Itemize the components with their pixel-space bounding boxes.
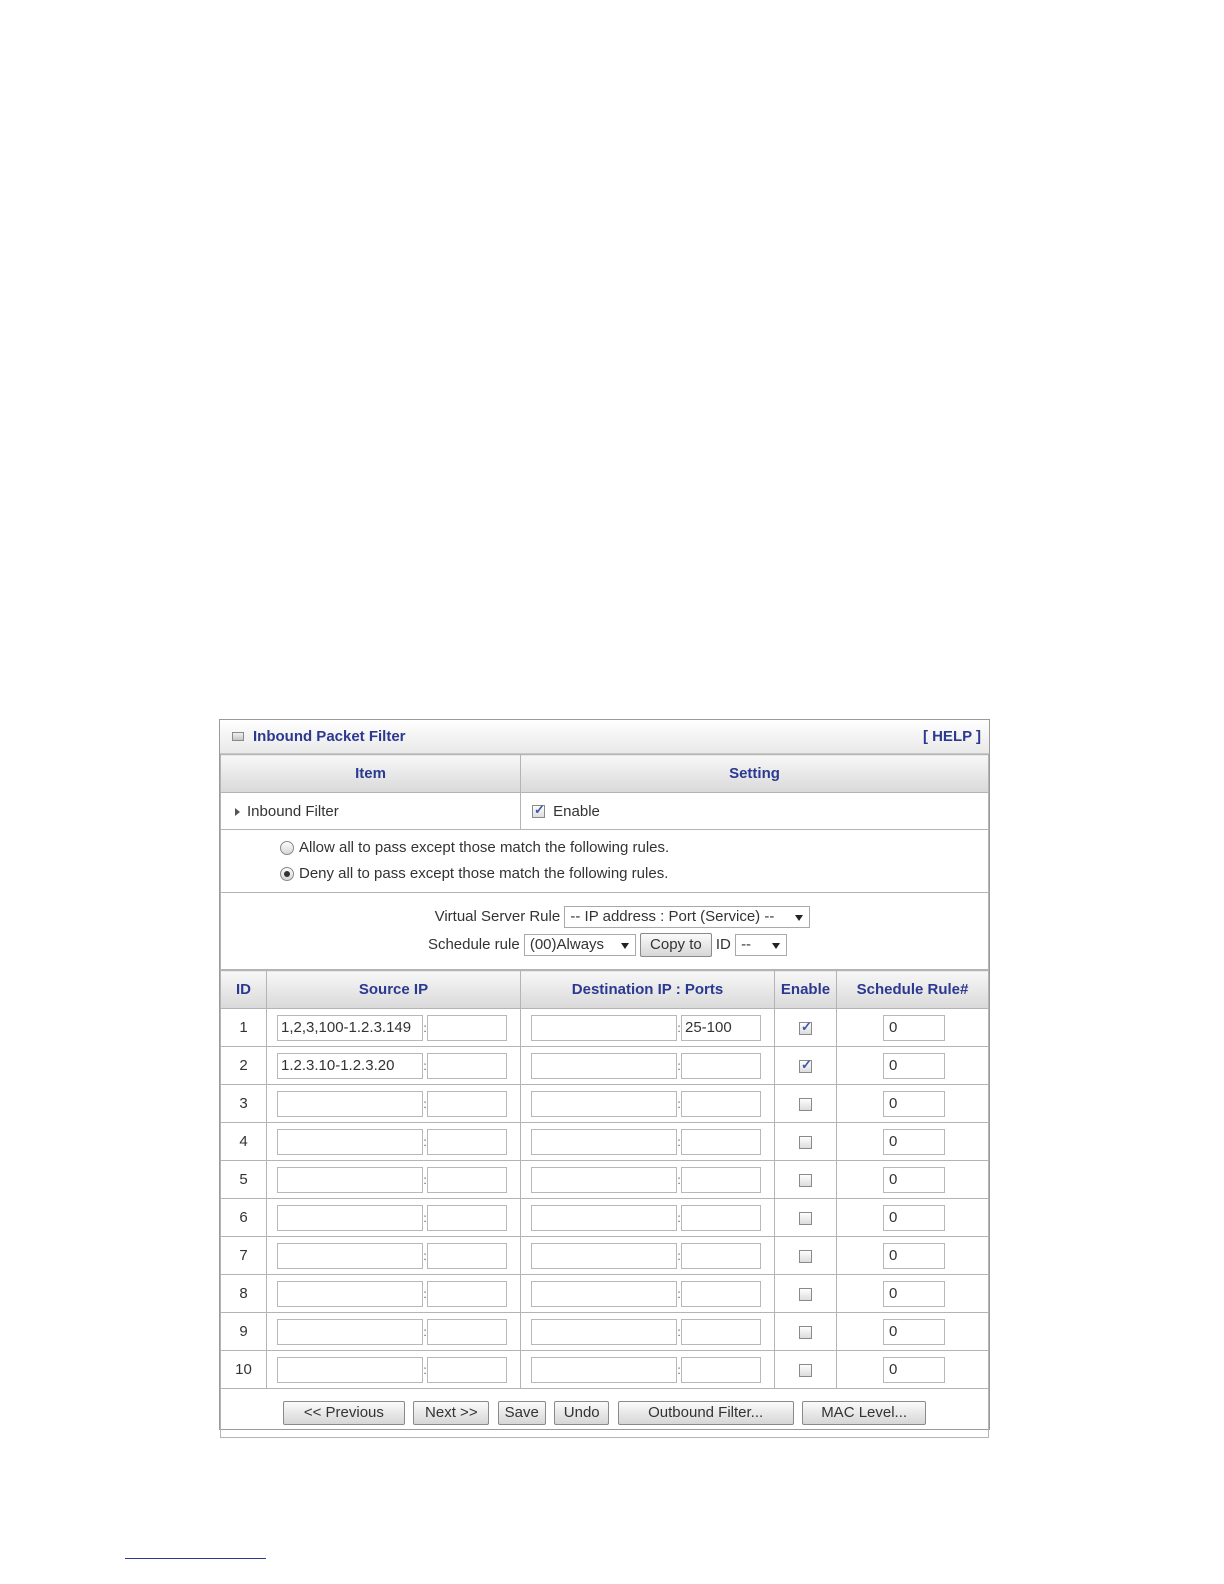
destination-port-input[interactable]: 25-100 xyxy=(681,1015,761,1041)
rule-id: 3 xyxy=(221,1085,267,1123)
source-ip-cell xyxy=(267,1161,521,1199)
rule-row xyxy=(221,1009,989,1047)
schedule-cell xyxy=(837,1313,989,1351)
schedule-cell xyxy=(837,1085,989,1123)
enable-cell xyxy=(775,1085,837,1123)
allow-radio[interactable] xyxy=(280,841,294,855)
triangle-right-icon xyxy=(235,808,240,816)
tools-cell xyxy=(221,893,989,970)
schedule-label: Schedule rule xyxy=(427,936,520,953)
source-ip-cell xyxy=(267,1009,521,1047)
schedule-cell xyxy=(837,1009,989,1047)
rule-id: 8 xyxy=(221,1275,267,1313)
rule-row xyxy=(221,1237,989,1275)
schedule-cell xyxy=(837,1123,989,1161)
inbound-filter-row xyxy=(221,793,989,830)
schedule-rule-input[interactable]: 0 xyxy=(883,1015,945,1041)
colon-separator: : xyxy=(677,1058,681,1073)
colon-separator: : xyxy=(423,1248,427,1263)
enable-cell xyxy=(775,1237,837,1275)
destination-port-input[interactable] xyxy=(681,1281,761,1307)
inbound-filter-enable-checkbox[interactable] xyxy=(532,805,545,818)
source-port-input[interactable] xyxy=(427,1053,507,1079)
rule-row xyxy=(221,1047,989,1085)
policy-cell xyxy=(221,830,989,893)
source-ip-cell xyxy=(267,1085,521,1123)
source-ip-column-header: Source IP xyxy=(267,971,521,1009)
enable-cell xyxy=(775,1009,837,1047)
destination-port-input[interactable] xyxy=(681,1319,761,1345)
destination-port-input[interactable] xyxy=(681,1129,761,1155)
source-port-input[interactable] xyxy=(427,1167,507,1193)
rule-row xyxy=(221,1161,989,1199)
destination-ip-input[interactable] xyxy=(531,1167,677,1193)
destination-ip-input[interactable] xyxy=(531,1053,677,1079)
source-ip-input[interactable] xyxy=(277,1281,423,1307)
source-port-input[interactable] xyxy=(427,1205,507,1231)
setting-column-header: Setting xyxy=(521,755,989,793)
colon-separator: : xyxy=(423,1286,427,1301)
rule-enable-checkbox[interactable] xyxy=(799,1098,812,1111)
next-button[interactable]: Next >> xyxy=(413,1401,489,1425)
destination-cell xyxy=(521,1351,775,1389)
destination-cell xyxy=(521,1313,775,1351)
footer-row xyxy=(221,1389,989,1438)
source-ip-input[interactable] xyxy=(277,1357,423,1383)
rule-row xyxy=(221,1085,989,1123)
virtual-server-line xyxy=(221,903,988,931)
destination-ip-input[interactable] xyxy=(531,1281,677,1307)
colon-separator: : xyxy=(677,1324,681,1339)
enable-cell xyxy=(775,1199,837,1237)
destination-column-header: Destination IP : Ports xyxy=(521,971,775,1009)
schedule-cell xyxy=(837,1275,989,1313)
rule-id: 10 xyxy=(221,1351,267,1389)
colon-separator: : xyxy=(423,1172,427,1187)
deny-option[interactable] xyxy=(221,861,988,887)
rule-enable-checkbox[interactable] xyxy=(799,1136,812,1149)
schedule-rule-input[interactable]: 0 xyxy=(883,1091,945,1117)
id-select[interactable]: -- xyxy=(735,934,787,956)
previous-button[interactable]: << Previous xyxy=(283,1401,405,1425)
rule-enable-checkbox[interactable] xyxy=(799,1326,812,1339)
tools-row xyxy=(221,893,989,970)
rule-enable-checkbox[interactable] xyxy=(799,1022,812,1035)
inbound-filter-setting xyxy=(521,793,989,830)
source-ip-cell xyxy=(267,1123,521,1161)
source-ip-input[interactable] xyxy=(277,1243,423,1269)
rule-row xyxy=(221,1313,989,1351)
copy-to-button[interactable]: Copy to xyxy=(640,933,712,957)
destination-port-input[interactable] xyxy=(681,1243,761,1269)
enable-cell xyxy=(775,1161,837,1199)
source-port-input[interactable] xyxy=(427,1281,507,1307)
colon-separator: : xyxy=(423,1210,427,1225)
deny-label: Deny all to pass except those match the following rules. xyxy=(299,865,669,882)
undo-button[interactable]: Undo xyxy=(554,1401,609,1425)
outbound-filter-button[interactable]: Outbound Filter... xyxy=(618,1401,794,1425)
rules-header-row xyxy=(221,971,989,1009)
rule-id: 4 xyxy=(221,1123,267,1161)
schedule-rule-input[interactable]: 0 xyxy=(883,1053,945,1079)
source-port-input[interactable] xyxy=(427,1357,507,1383)
source-port-input[interactable] xyxy=(427,1091,507,1117)
destination-port-input[interactable] xyxy=(681,1357,761,1383)
rule-enable-checkbox[interactable] xyxy=(799,1212,812,1225)
colon-separator: : xyxy=(423,1020,427,1035)
source-ip-cell xyxy=(267,1199,521,1237)
destination-ip-input[interactable] xyxy=(531,1205,677,1231)
rule-row xyxy=(221,1123,989,1161)
rule-enable-checkbox[interactable] xyxy=(799,1174,812,1187)
allow-label: Allow all to pass except those match the following rules. xyxy=(299,839,670,856)
destination-cell xyxy=(521,1047,775,1085)
rule-id: 1 xyxy=(221,1009,267,1047)
colon-separator: : xyxy=(677,1286,681,1301)
destination-cell xyxy=(521,1237,775,1275)
source-port-input[interactable] xyxy=(427,1129,507,1155)
rule-id: 6 xyxy=(221,1199,267,1237)
schedule-cell xyxy=(837,1351,989,1389)
rule-enable-checkbox[interactable] xyxy=(799,1364,812,1377)
colon-separator: : xyxy=(423,1058,427,1073)
schedule-rule-input[interactable]: 0 xyxy=(883,1357,945,1383)
source-ip-input[interactable] xyxy=(277,1167,423,1193)
inbound-filter-item xyxy=(221,793,521,830)
id-label: ID xyxy=(715,936,731,953)
destination-ip-input[interactable] xyxy=(531,1319,677,1345)
destination-cell xyxy=(521,1199,775,1237)
source-ip-cell xyxy=(267,1047,521,1085)
destination-port-input[interactable] xyxy=(681,1053,761,1079)
colon-separator: : xyxy=(423,1096,427,1111)
rules-table xyxy=(220,970,989,1389)
schedule-cell xyxy=(837,1047,989,1085)
source-ip-input[interactable] xyxy=(277,1129,423,1155)
destination-cell xyxy=(521,1085,775,1123)
deny-radio[interactable] xyxy=(280,867,294,881)
panel-titlebar xyxy=(220,720,989,754)
panel-title: Inbound Packet Filter xyxy=(253,728,406,745)
rule-id: 9 xyxy=(221,1313,267,1351)
destination-port-input[interactable] xyxy=(681,1167,761,1193)
destination-ip-input[interactable] xyxy=(531,1129,677,1155)
schedule-select[interactable]: (00)Always xyxy=(524,934,636,956)
source-ip-cell xyxy=(267,1237,521,1275)
schedule-rule-input[interactable]: 0 xyxy=(883,1243,945,1269)
rule-row xyxy=(221,1351,989,1389)
enable-column-header: Enable xyxy=(775,971,837,1009)
inbound-filter-label: Inbound Filter xyxy=(247,802,339,820)
source-port-input[interactable] xyxy=(427,1243,507,1269)
source-ip-input[interactable] xyxy=(277,1091,423,1117)
schedule-rule-input[interactable]: 0 xyxy=(883,1205,945,1231)
schedule-rule-input[interactable]: 0 xyxy=(883,1167,945,1193)
destination-ip-input[interactable] xyxy=(531,1015,677,1041)
settings-table xyxy=(220,754,989,970)
source-ip-cell xyxy=(267,1351,521,1389)
enable-cell xyxy=(775,1313,837,1351)
colon-separator: : xyxy=(423,1134,427,1149)
mac-level-button[interactable]: MAC Level... xyxy=(802,1401,926,1425)
rule-enable-checkbox[interactable] xyxy=(799,1250,812,1263)
schedule-rule-input[interactable]: 0 xyxy=(883,1129,945,1155)
rules-body xyxy=(221,1009,989,1389)
schedule-cell xyxy=(837,1237,989,1275)
rule-row xyxy=(221,1275,989,1313)
settings-header-row xyxy=(221,755,989,793)
colon-separator: : xyxy=(677,1172,681,1187)
save-button[interactable]: Save xyxy=(498,1401,546,1425)
source-ip-input[interactable] xyxy=(277,1205,423,1231)
destination-cell xyxy=(521,1123,775,1161)
rule-id: 2 xyxy=(221,1047,267,1085)
enable-cell xyxy=(775,1275,837,1313)
destination-ip-input[interactable] xyxy=(531,1357,677,1383)
source-ip-input[interactable] xyxy=(277,1319,423,1345)
id-column-header: ID xyxy=(221,971,267,1009)
colon-separator: : xyxy=(677,1248,681,1263)
destination-port-input[interactable] xyxy=(681,1205,761,1231)
schedule-rule-input[interactable]: 0 xyxy=(883,1319,945,1345)
schedule-cell xyxy=(837,1199,989,1237)
colon-separator: : xyxy=(677,1362,681,1377)
colon-separator: : xyxy=(677,1210,681,1225)
item-column-header: Item xyxy=(221,755,521,793)
colon-separator: : xyxy=(677,1020,681,1035)
rule-row xyxy=(221,1199,989,1237)
window-icon xyxy=(232,732,244,741)
help-link[interactable]: [ HELP ] xyxy=(922,728,981,745)
source-ip-cell xyxy=(267,1313,521,1351)
footer-table xyxy=(220,1389,989,1438)
footer-cell xyxy=(221,1389,989,1438)
virtual-server-select[interactable]: -- IP address : Port (Service) -- xyxy=(564,906,810,928)
source-port-input[interactable] xyxy=(427,1319,507,1345)
schedule-cell xyxy=(837,1161,989,1199)
colon-separator: : xyxy=(677,1096,681,1111)
enable-cell xyxy=(775,1047,837,1085)
colon-separator: : xyxy=(423,1362,427,1377)
source-ip-input[interactable]: 1,2,3,100-1.2.3.149 xyxy=(277,1015,423,1041)
destination-port-input[interactable] xyxy=(681,1091,761,1117)
rule-id: 5 xyxy=(221,1161,267,1199)
enable-cell xyxy=(775,1351,837,1389)
inbound-filter-enable-label: Enable xyxy=(553,802,600,820)
colon-separator: : xyxy=(677,1134,681,1149)
destination-ip-input[interactable] xyxy=(531,1243,677,1269)
allow-option[interactable] xyxy=(221,835,988,861)
source-port-input[interactable] xyxy=(427,1015,507,1041)
rule-enable-checkbox[interactable] xyxy=(799,1060,812,1073)
rule-enable-checkbox[interactable] xyxy=(799,1288,812,1301)
rule-id: 7 xyxy=(221,1237,267,1275)
bottom-underline-divider xyxy=(125,1558,266,1559)
source-ip-cell xyxy=(267,1275,521,1313)
destination-ip-input[interactable] xyxy=(531,1091,677,1117)
schedule-line xyxy=(221,931,988,959)
colon-separator: : xyxy=(423,1324,427,1339)
destination-cell xyxy=(521,1009,775,1047)
policy-row xyxy=(221,830,989,893)
schedule-rule-input[interactable]: 0 xyxy=(883,1281,945,1307)
virtual-server-label: Virtual Server Rule xyxy=(434,908,561,925)
source-ip-input[interactable]: 1.2.3.10-1.2.3.20 xyxy=(277,1053,423,1079)
inbound-packet-filter-panel xyxy=(219,719,990,1430)
schedule-column-header: Schedule Rule# xyxy=(837,971,989,1009)
destination-cell xyxy=(521,1161,775,1199)
destination-cell xyxy=(521,1275,775,1313)
enable-cell xyxy=(775,1123,837,1161)
